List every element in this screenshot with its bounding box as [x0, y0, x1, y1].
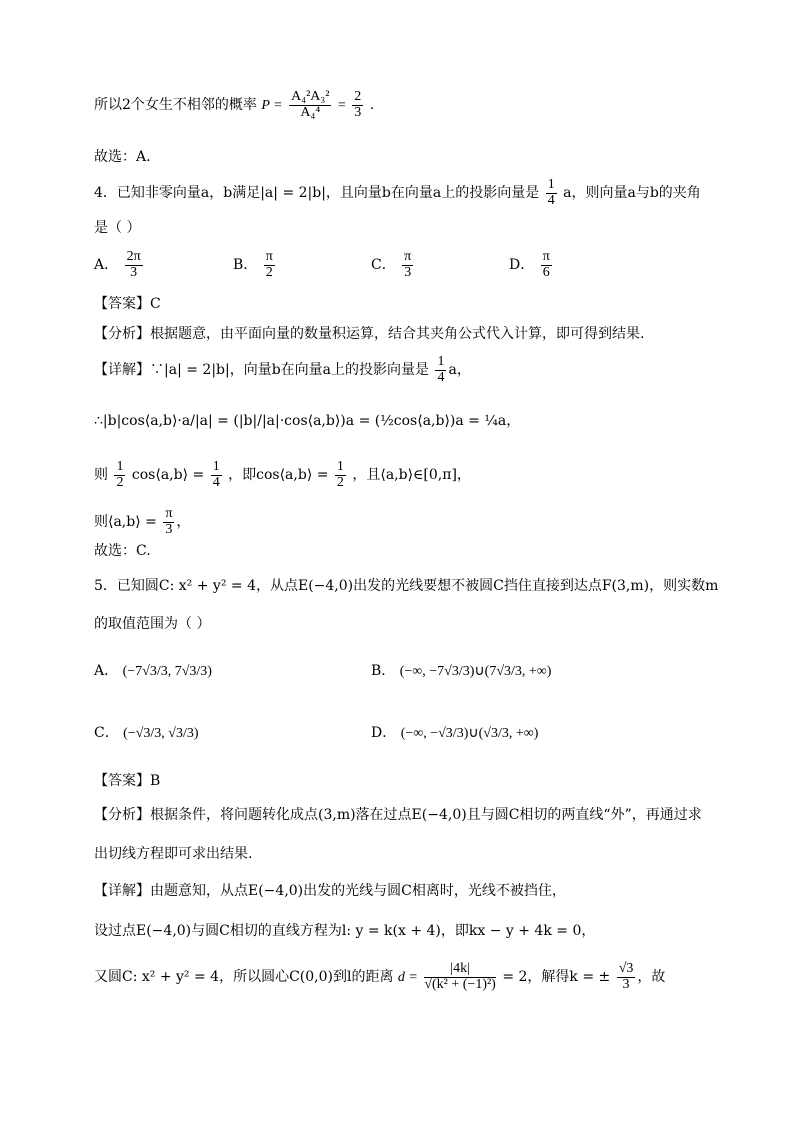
q4-detail4-frac [163, 507, 174, 537]
q4-line2: 是（ ） [94, 220, 141, 236]
q4-detail3-half [114, 460, 125, 490]
q5-line1: 5．已知圆C: x² + y² = 4，从点E(−4,0)出发的光线要想不被圆C挡住直接到达点F(3,m)，则实数m [94, 578, 719, 594]
q5-answer [94, 770, 160, 792]
intro-line [94, 90, 374, 120]
q5-option-b [371, 660, 551, 683]
q4-line1-frac-den: 4 [547, 192, 555, 208]
q4-option-b-label: B． [233, 257, 258, 274]
q4-detail3-quarter-num: 1 [212, 459, 220, 474]
q4-detail-tag: 【详解】 [94, 362, 150, 379]
q5-answer-value: B [150, 773, 161, 789]
q4-option-c [371, 250, 415, 280]
q5-option-c-label: C． [94, 725, 119, 741]
q5-detail-line1 [94, 880, 566, 902]
q5-option-a-label: A． [94, 663, 119, 679]
q5-option-b-text: (−∞, −7√3/3)∪(7√3/3, +∞) [399, 664, 552, 679]
intro-result-den: 3 [354, 104, 362, 120]
q4-detail1-tail: a， [448, 362, 471, 379]
q4-answer [94, 293, 161, 315]
q4-option-d-num: π [542, 249, 550, 264]
q5-detail3-knum: √3 [618, 961, 634, 976]
intro-eq: = [337, 98, 346, 114]
q4-answer-tag: 【答案】 [94, 296, 150, 312]
intro-frac-den: A₄⁴ [300, 104, 321, 120]
intro-result [352, 90, 363, 120]
q4-option-a-label: A． [94, 257, 119, 274]
q4-detail3-half-den: 2 [116, 474, 124, 490]
q5-option-c-text: (−√3/3, √3/3) [123, 726, 199, 741]
q4-detail3-half2-den: 2 [336, 474, 344, 490]
q5-option-a [94, 660, 212, 683]
q4-detail3-d: ，且⟨a,b⟩∈[0,π]， [352, 467, 471, 484]
intro-end: . [369, 97, 375, 114]
q4-detail1-text: ∵|a| = 2|b|，向量b在向量a上的投影向量是 [150, 362, 430, 379]
q4-option-b-den: 2 [265, 264, 273, 280]
q4-analysis-tag: 【分析】 [94, 326, 150, 342]
q5-line2: 的取值范围为（ ） [94, 616, 211, 632]
q4-detail-line2: ∴|b|cos⟨a,b⟩·a/|a| = (|b|/|a|·cos⟨a,b⟩)a = (½cos⟨a,b⟩)a = ¼a， [94, 413, 521, 429]
q5-option-c [94, 722, 199, 745]
intro-prob-expr: P = [261, 98, 283, 114]
q5-option-a-text: (−7√3/3, 7√3/3) [122, 664, 212, 679]
q4-detail-line3 [94, 460, 471, 490]
q4-option-c-frac [402, 250, 413, 280]
q5-detail3-d: ，故 [637, 969, 666, 986]
q4-answer-value: C [150, 296, 161, 312]
q4-option-b-frac [264, 250, 275, 280]
q4-detail1-frac-num: 1 [437, 354, 445, 369]
q4-option-c-den: 3 [404, 264, 412, 280]
q4-line1-tail: a，则向量a与b的夹角 [563, 185, 701, 202]
q4-detail-line4 [94, 507, 190, 537]
q5-detail1-text: 由题意知，从点E(−4,0)出发的光线与圆C相离时，光线不被挡住， [150, 883, 566, 899]
q4-line1-frac [546, 178, 557, 208]
q4-analysis [94, 323, 644, 345]
q4-detail3-quarter-den: 4 [212, 474, 220, 490]
intro-fraction [289, 90, 331, 120]
q4-option-b-num: π [265, 249, 273, 264]
q5-option-b-label: B． [371, 663, 396, 679]
q4-option-d-frac [541, 250, 552, 280]
q4-option-b [233, 250, 277, 280]
q4-detail3-quarter [211, 460, 222, 490]
q4-detail3-b: cos⟨a,b⟩ = [131, 467, 205, 484]
q4-option-c-num: π [404, 249, 412, 264]
intro-choice: 故选：A. [94, 149, 151, 165]
q4-option-a-frac [125, 250, 143, 280]
q5-detail3-a: 又圆C: x² + y² = 4，所以圆心C(0,0)到l的距离 [94, 969, 394, 986]
intro-text: 所以2个女生不相邻的概率 [94, 97, 257, 114]
q4-detail3-half2 [335, 460, 346, 490]
q5-option-d [371, 722, 538, 745]
q4-option-a [94, 250, 145, 280]
q4-detail1-frac [435, 355, 446, 385]
q4-option-d-label: D． [509, 257, 535, 274]
q4-option-c-label: C． [371, 257, 396, 274]
q4-line1 [94, 178, 701, 208]
q5-answer-tag: 【答案】 [94, 773, 150, 789]
q4-detail3-half2-num: 1 [336, 459, 344, 474]
q5-detail3-kden: 3 [622, 976, 630, 992]
q4-option-a-num: 2π [126, 249, 141, 264]
q5-detail-tag: 【详解】 [94, 883, 150, 899]
q4-line1-text: 4．已知非零向量a，b满足|a| = 2|b|，且向量b在向量a上的投影向量是 [94, 185, 540, 202]
q5-analysis-tag: 【分析】 [94, 807, 150, 823]
intro-frac-num: A₄²A₃² [291, 89, 330, 104]
q4-option-d [509, 250, 554, 280]
q4-detail4-frac-den: 3 [165, 521, 173, 537]
q5-option-d-label: D． [371, 725, 397, 741]
q4-choice: 故选：C. [94, 543, 151, 559]
q5-analysis-line2: 出切线方程即可求出结果. [94, 846, 253, 862]
q5-detail-line3 [94, 962, 665, 992]
q4-option-a-den: 3 [130, 264, 138, 280]
q5-option-d-text: (−∞, −√3/3)∪(√3/3, +∞) [400, 726, 539, 741]
q5-analysis-line1 [94, 804, 702, 826]
q5-detail-line2: 设过点E(−4,0)与圆C相切的直线方程为l: y = k(x + 4)，即kx − y + 4k = 0， [94, 923, 596, 939]
q5-detail3-kfrac [617, 962, 636, 992]
q4-detail-line1 [94, 355, 471, 385]
q4-detail3-a: 则 [94, 467, 108, 484]
q5-detail3-frac [424, 962, 496, 992]
q4-option-d-den: 6 [542, 264, 550, 280]
q5-analysis1-text: 根据条件，将问题转化成点(3,m)落在过点E(−4,0)且与圆C相切的两直线“外”，再通过求 [150, 807, 702, 823]
q4-detail4-b: ， [176, 514, 191, 531]
q5-detail3-den: √(k² + (−1)²) [424, 976, 496, 992]
q5-detail3-c: = 2，解得k = ± [502, 969, 611, 986]
q5-detail3-b: d = [397, 970, 418, 986]
q4-analysis-text: 根据题意，由平面向量的数量积运算，结合其夹角公式代入计算，即可得到结果. [150, 326, 645, 342]
q5-detail3-num: |4k| [424, 962, 496, 978]
q4-detail3-c: ，即cos⟨a,b⟩ = [228, 467, 329, 484]
q4-detail4-a: 则⟨a,b⟩ = [94, 514, 157, 531]
q4-detail1-frac-den: 4 [437, 369, 445, 385]
intro-result-num: 2 [354, 89, 362, 104]
q4-detail3-half-num: 1 [116, 459, 124, 474]
q4-line1-frac-num: 1 [547, 177, 555, 192]
q4-detail4-frac-num: π [165, 506, 173, 521]
